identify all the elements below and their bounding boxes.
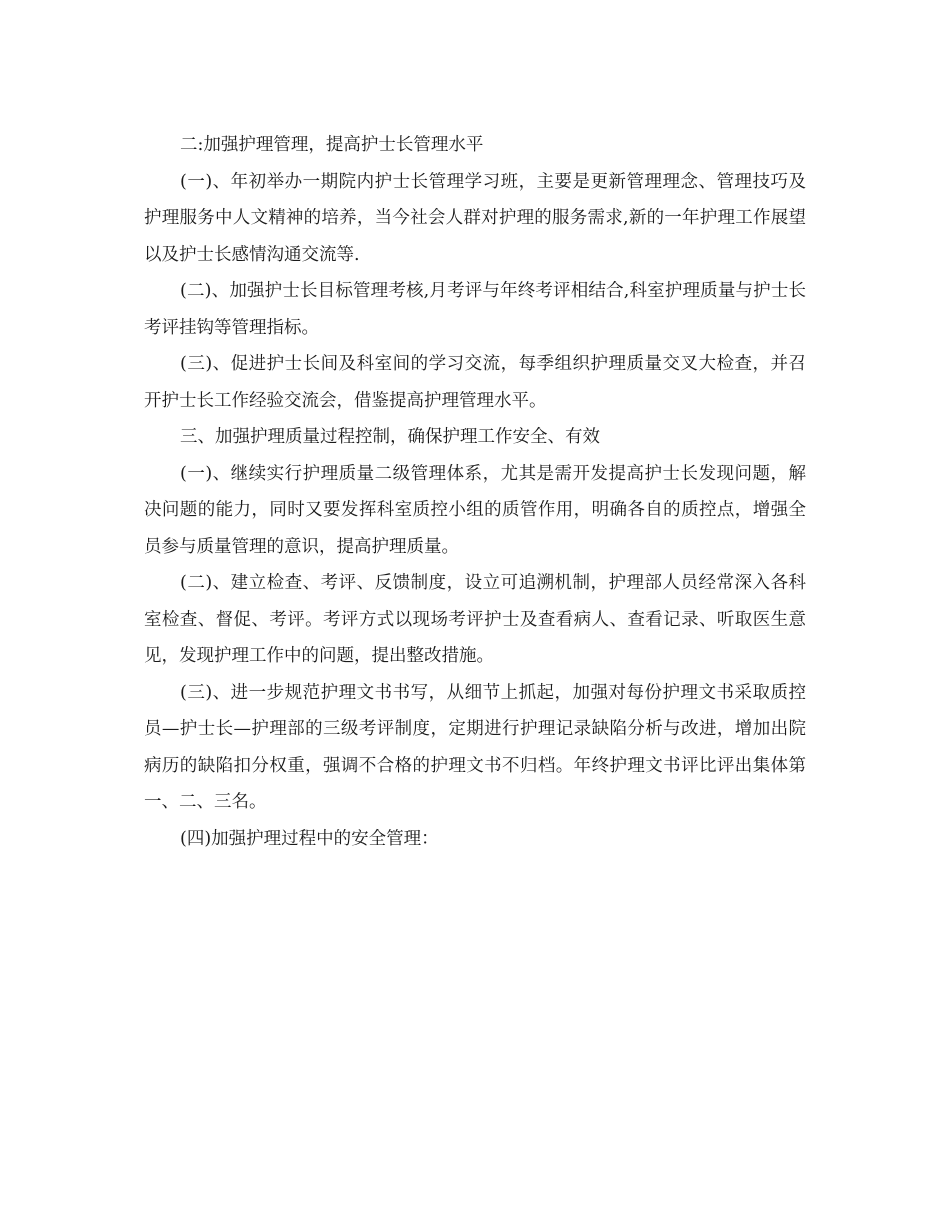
section-heading-quality-control: 三、加强护理质量过程控制，确保护理工作安全、有效 — [180, 427, 600, 447]
paragraph-quality-system: (一)、继续实行护理质量二级管理体系，尤其是需开发提高护士长发现问题，解决问题的能力，同时又要发挥科室质控小组的质管作用，明确各自的质控点，增强全员参与质量管理的意识，提高护理质量。 — [144, 463, 806, 557]
paragraph-safety-management: (四)加强护理过程中的安全管理： — [180, 828, 439, 849]
paragraph-head-nurse-training: (一)、年初举办一期院内护士长管理学习班，主要是更新管理理念、管理技巧及护理服务中人文精神的培养，当今社会人群对护理的服务需求,新的一年护理工作展望以及护士长感情沟通交流等. — [144, 171, 806, 265]
paragraph-inspection-feedback: (二)、建立检查、考评、反馈制度，设立可追溯机制，护理部人员经常深入各科室检查、督促、考评。考评方式以现场考评护士及查看病人、查看记录、听取医生意见，发现护理工作中的问题，提出整改措施。 — [144, 573, 806, 666]
section-heading-nursing-management: 二:加强护理管理，提高护士长管理水平 — [180, 135, 484, 155]
document-body — [144, 127, 806, 857]
paragraph-target-assessment: (二)、加强护士长目标管理考核,月考评与年终考评相结合,科室护理质量与护士长考评挂钩等管理指标。 — [144, 281, 806, 338]
paragraph-learning-exchange: (三)、促进护士长间及科室间的学习交流，每季组织护理质量交叉大检查，并召开护士长工作经验交流会，借鉴提高护理管理水平。 — [144, 354, 806, 411]
paragraph-nursing-documents: (三)、进一步规范护理文书书写，从细节上抓起，加强对每份护理文书采取质控员—护士长—护理部的三级考评制度，定期进行护理记录缺陷分析与改进，增加出院病历的缺陷扣分权重，强调不合格的护理文书不归档。年终护理文书评比评出集体第一、二、三名。 — [144, 682, 806, 812]
